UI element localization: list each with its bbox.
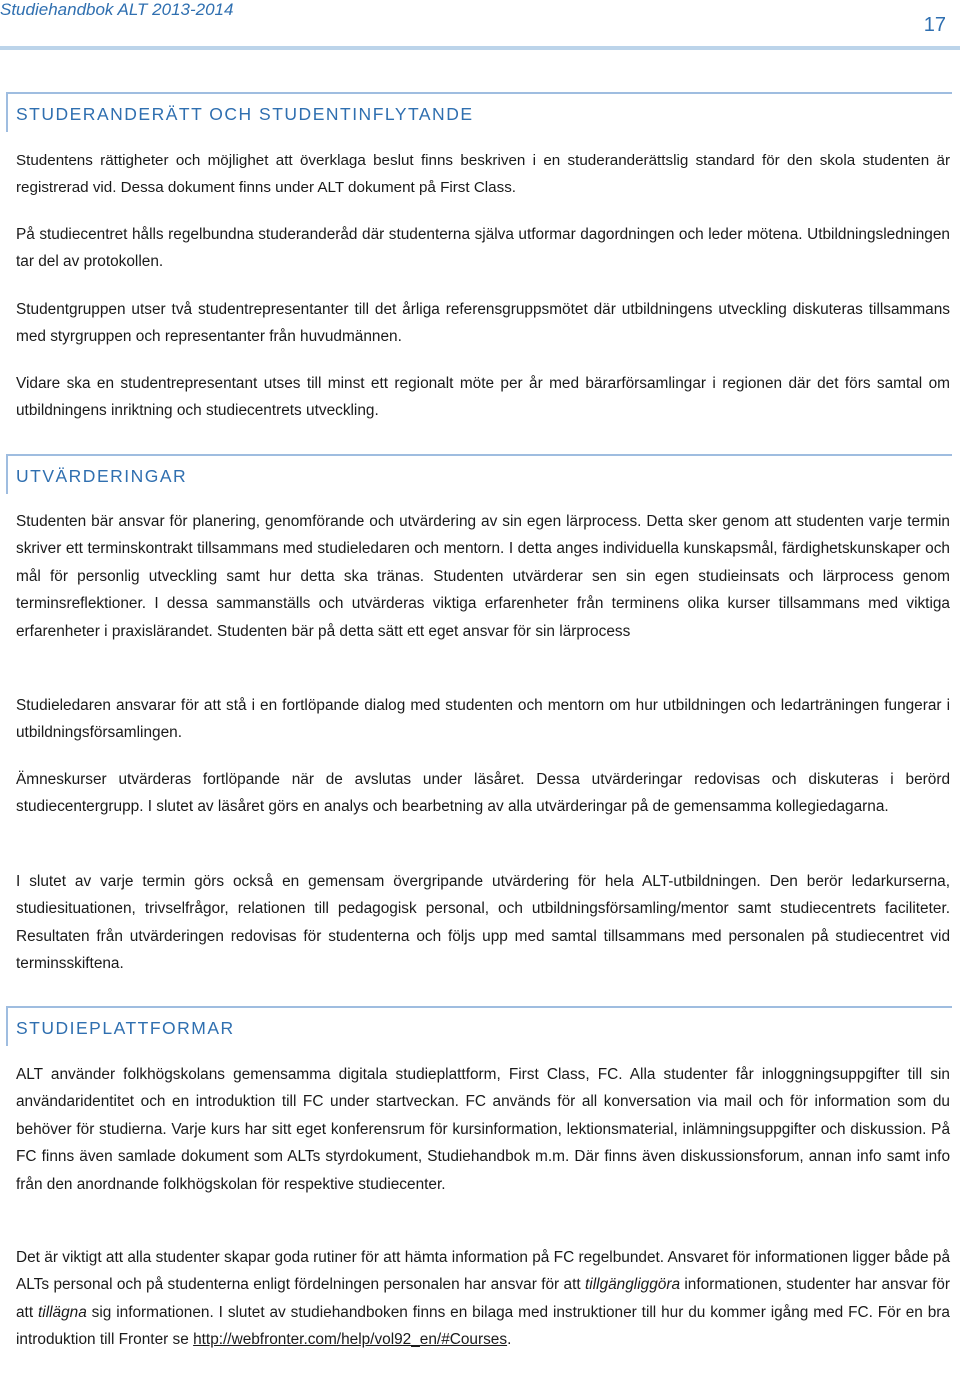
section-heading-studeranderatt: STUDERANDERÄTT OCH STUDENTINFLYTANDE [6,92,952,132]
page-number: 17 [923,14,946,36]
paragraph-text: informationen, studenter har ansvar för att [16,1276,950,1321]
paragraph-text: sig informationen. I slutet av studiehandboken finns en bilaga med instruktioner till hur du kommer igång med FC. För en bra introduktion till Fronter se [16,1303,950,1349]
paragraph: Studieledaren ansvarar för att stå i en fortlöpande dialog med studenten och mentorn om hur utbildningen och ledarträningen fungerar i utbildningsförsamlingen. [16,697,950,742]
section-heading-utvarderingar: UTVÄRDERINGAR [6,454,952,494]
paragraph: På studiecentret hålls regelbundna studeranderåd där studenterna själva utformar dagordningen och leder mötena. Utbildningsledningen tar del av protokollen. [16,226,950,271]
paragraph: Studentgruppen utser två studentrepresentanter till det årliga referensgruppsmötet där utbildningens utveckling diskuteras tillsammans med styrgruppen och representanter från huvudmännen. [16,301,950,346]
paragraph-text: Det är viktigt att alla studenter skapar goda rutiner för att hämta information på FC regelbundet. Ansvaret för informationen ligger både på ALTs personal och på studenterna enligt fördelningen personalen har ansvar för att [16,1249,950,1294]
paragraph: Studentens rättigheter och möjlighet att överklaga beslut finns beskriven i en studeranderättslig standard för den skola studenten är registrerad vid. Dessa dokument finns under ALT dokument på First Class. [16,152,950,197]
paragraph: Studenten bär ansvar för planering, genomförande och utvärdering av sin egen lärprocess. Detta sker genom att studenten varje termin skriver ett terminskontrakt tillsammans med studieledaren och mentorn. I detta anges individuella kunskapsmål, färdighetskunskaper och mål för personlig utveckling samt hur detta ska tränas. Studenten utvärderar sen sin egen studieinsats och lärprocess genom terminsreflektioner. I dessa sammanställs och utvärderas viktiga erfarenheter från terminens olika kurser tillsammans med viktiga erfarenheter i praxislärandet. Studenten bär på detta sätt ett eget ansvar för sin lärprocess [16,513,950,640]
header-rule [0,46,960,50]
emphasis: tillägna [38,1303,87,1321]
paragraph: Ämneskurser utvärderas fortlöpande när de avslutas under läsåret. Dessa utvärderingar redovisas och diskuteras i berörd studiecentergrupp. I slutet av läsåret görs en analys och bearbetning av alla utvärderingar på de gemensamma kollegiedagarna. [16,771,950,816]
fronter-help-link[interactable]: http://webfronter.com/help/vol92_en/#Courses [193,1331,508,1349]
document-title: Studiehandbok ALT 2013-2014 [0,0,234,19]
paragraph-text: . [507,1331,512,1349]
paragraph: I slutet av varje termin görs också en gemensam övergripande utvärdering för hela ALT-utbildningen. Den berör ledarkurserna, studiesituationen, trivselfrågor, relationen till pedagogisk personal, och utbildningsförsamling/mentor samt studiecentrets faciliteter. Resultaten från utvärderingen redovisas för studenterna och följs upp med samtal tillsammans med personalen på studiecentret vid terminsskiftena. [16,873,950,973]
paragraph: ALT använder folkhögskolans gemensamma digitala studieplattform, First Class, FC. Alla studenter får inloggningsuppgifter till sin användaridentitet och en introduktion till FC under startveckan. FC används för all konversation via mail och för information som du behöver för studierna. Varje kurs har sitt eget konferensrum för kursinformation, lektionsmaterial, inlämningsuppgifter och diskussion. På FC finns även samlade dokument som ALTs styrdokument, Studiehandbok m.m. Där finns även diskussionsforum, annan info samt info från den anordnande folkhögskolan för respektive studiecenter. [16,1066,950,1193]
paragraph: Vidare ska en studentrepresentant utses till minst ett regionalt möte per år med bärarförsamlingar i regionen där det förs samtal om utbildningens inriktning och studiecentrets utveckling. [16,375,950,420]
section-heading-studieplattformar: STUDIEPLATTFORMAR [6,1006,952,1046]
paragraph [16,1244,950,1354]
emphasis: tillgängliggöra [585,1276,681,1294]
